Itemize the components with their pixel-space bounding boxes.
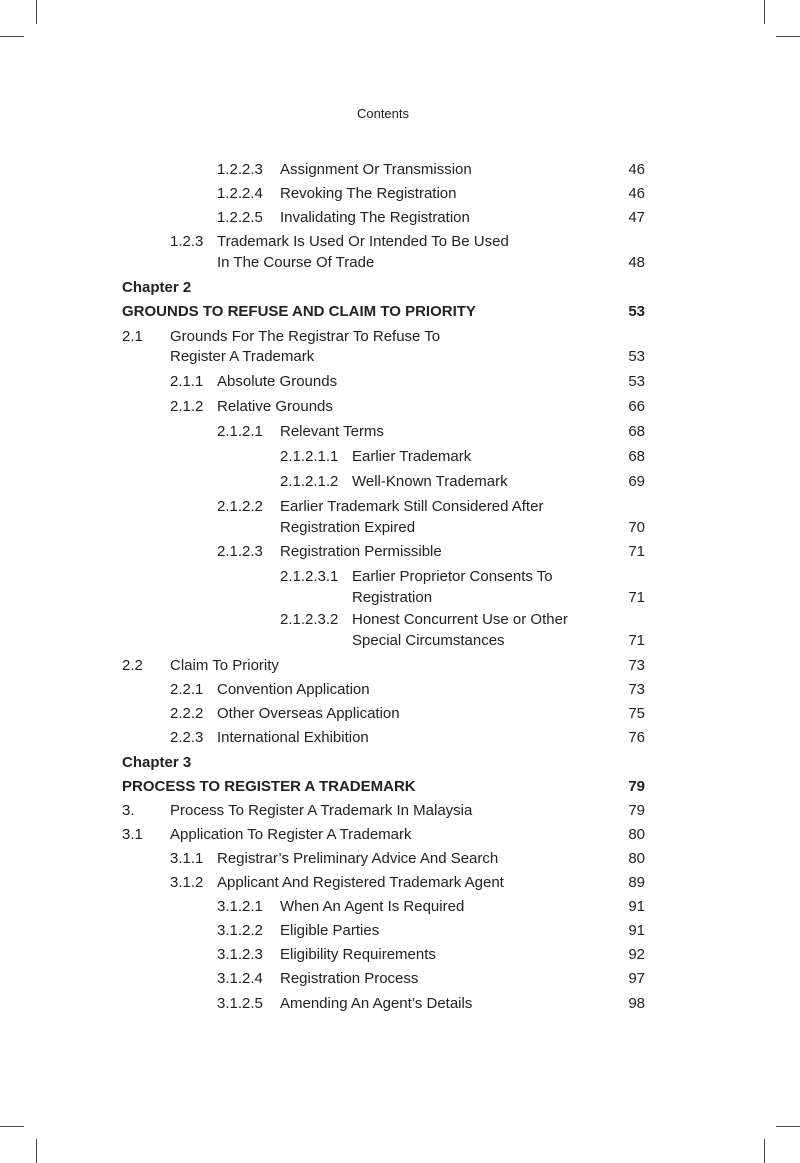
toc-entry-title-continued: Registration [352, 589, 433, 606]
toc-entry-title: Earlier Trademark Still Considered After [280, 498, 544, 515]
chapter-label [0, 277, 800, 299]
toc-entry-continuation [0, 346, 800, 368]
chapter-page: 79 [628, 778, 645, 795]
toc-entry-title: Registrar’s Preliminary Advice And Search [217, 850, 499, 867]
toc-entry-number: 1.2.3 [170, 233, 204, 250]
toc-entry [0, 421, 800, 443]
toc-entry-title: Applicant And Registered Trademark Agent [217, 874, 504, 891]
toc-entry [0, 920, 800, 942]
toc-entry-page: 91 [628, 922, 645, 939]
chapter-label [0, 752, 800, 774]
toc-entry [0, 968, 800, 990]
toc-entry-number: 2.2.2 [170, 705, 204, 722]
chapter-number: Chapter 2 [122, 279, 192, 296]
toc-entry-title: Relevant Terms [280, 423, 384, 440]
toc-entry-number: 3. [122, 802, 135, 819]
toc-entry-page: 97 [628, 970, 645, 987]
toc-entry [0, 496, 800, 518]
toc-entry-number: 3.1.2.3 [217, 946, 263, 963]
toc-entry-title: International Exhibition [217, 729, 369, 746]
toc-entry-number: 2.1.2.1.1 [280, 448, 339, 465]
toc-entry-page: 70 [628, 519, 645, 536]
toc-entry [0, 541, 800, 563]
toc-entry [0, 703, 800, 725]
toc-entry-number: 3.1.1 [170, 850, 204, 867]
toc-entry-title: Eligible Parties [280, 922, 380, 939]
toc-entry-title-continued: Special Circumstances [352, 632, 505, 649]
toc-entry-number: 2.2.3 [170, 729, 204, 746]
toc-entry-title-continued: Registration Expired [280, 519, 416, 536]
toc-entry-title: Honest Concurrent Use or Other [352, 611, 568, 628]
toc-entry-number: 1.2.2.4 [217, 185, 263, 202]
toc-entry [0, 446, 800, 468]
toc-entry-page: 76 [628, 729, 645, 746]
toc-entry-page: 46 [628, 185, 645, 202]
toc-entry-title: Well-Known Trademark [352, 473, 508, 490]
toc-entry-title: Eligibility Requirements [280, 946, 436, 963]
toc-entry-number: 2.1 [122, 328, 143, 345]
toc-entry-page: 46 [628, 161, 645, 178]
toc-entry-title: Process To Register A Trademark In Malaysia [170, 802, 473, 819]
toc-entry-page: 92 [628, 946, 645, 963]
chapter-title: GROUNDS TO REFUSE AND CLAIM TO PRIORITY [122, 303, 476, 320]
toc-entry [0, 944, 800, 966]
toc-entry-number: 2.1.2.1.2 [280, 473, 339, 490]
toc-entry-title-continued: In The Course Of Trade [217, 254, 375, 271]
toc-entry [0, 159, 800, 181]
toc-entry-title: Convention Application [217, 681, 370, 698]
running-head: Contents [356, 106, 410, 121]
toc-entry-title: Claim To Priority [170, 657, 279, 674]
toc-entry-page: 47 [628, 209, 645, 226]
toc-entry-number: 2.1.2.3.1 [280, 568, 339, 585]
toc-entry-title: Other Overseas Application [217, 705, 400, 722]
toc-entry-page: 80 [628, 850, 645, 867]
toc-entry-page: 68 [628, 423, 645, 440]
toc-entry-continuation [0, 252, 800, 274]
toc-entry [0, 679, 800, 701]
toc-entry-title: Assignment Or Transmission [280, 161, 472, 178]
toc-entry-title: Trademark Is Used Or Intended To Be Used [217, 233, 509, 250]
toc-entry-page: 71 [628, 589, 645, 606]
toc-entry-number: 2.1.2.1 [217, 423, 263, 440]
toc-entry-number: 2.1.2.3.2 [280, 611, 339, 628]
toc-entry-number: 3.1.2.4 [217, 970, 263, 987]
chapter-title: PROCESS TO REGISTER A TRADEMARK [122, 778, 416, 795]
toc-entry-title: Amending An Agent’s Details [280, 995, 473, 1012]
toc-entry-title: Relative Grounds [217, 398, 333, 415]
toc-entry-number: 2.2.1 [170, 681, 204, 698]
toc-entry-page: 79 [628, 802, 645, 819]
toc-entry-page: 73 [628, 657, 645, 674]
toc-entry-continuation [0, 517, 800, 539]
toc-entry-page: 68 [628, 448, 645, 465]
toc-entry [0, 471, 800, 493]
toc-entry [0, 326, 800, 348]
toc-entry [0, 396, 800, 418]
toc-entry-page: 71 [628, 632, 645, 649]
toc-entry-title: Application To Register A Trademark [170, 826, 412, 843]
toc-entry [0, 371, 800, 393]
toc-entry-page: 66 [628, 398, 645, 415]
toc-entry-title: Absolute Grounds [217, 373, 338, 390]
toc-entry-number: 3.1 [122, 826, 143, 843]
toc-entry-title: When An Agent Is Required [280, 898, 465, 915]
toc-entry-number: 2.1.1 [170, 373, 204, 390]
toc-entry [0, 183, 800, 205]
toc-entry-page: 89 [628, 874, 645, 891]
toc-entry-title: Revoking The Registration [280, 185, 457, 202]
toc-entry-title: Registration Permissible [280, 543, 442, 560]
toc-entry [0, 231, 800, 253]
toc-entry [0, 727, 800, 749]
toc-entry-continuation [0, 587, 800, 609]
toc-entry-page: 91 [628, 898, 645, 915]
toc-entry-number: 1.2.2.5 [217, 209, 263, 226]
toc-entry-number: 3.1.2.2 [217, 922, 263, 939]
toc-entry-number: 3.1.2 [170, 874, 204, 891]
toc-entry-page: 71 [628, 543, 645, 560]
toc-entry-title: Grounds For The Registrar To Refuse To [170, 328, 441, 345]
toc-entry-page: 53 [628, 348, 645, 365]
toc-entry-title: Invalidating The Registration [280, 209, 470, 226]
toc-entry-number: 3.1.2.5 [217, 995, 263, 1012]
toc-entry-page: 69 [628, 473, 645, 490]
toc-entry [0, 896, 800, 918]
toc-entry-page: 98 [628, 995, 645, 1012]
chapter-heading [0, 301, 800, 323]
toc-entry [0, 655, 800, 677]
chapter-heading [0, 776, 800, 798]
toc-entry-title: Earlier Trademark [352, 448, 472, 465]
toc-entry-page: 53 [628, 373, 645, 390]
toc-entry [0, 207, 800, 229]
toc-entry [0, 993, 800, 1015]
chapter-number: Chapter 3 [122, 754, 192, 771]
toc-entry-number: 2.2 [122, 657, 143, 674]
toc-entry-title-continued: Register A Trademark [170, 348, 315, 365]
toc-entry [0, 800, 800, 822]
toc-entry [0, 872, 800, 894]
chapter-page: 53 [628, 303, 645, 320]
toc-entry-page: 48 [628, 254, 645, 271]
toc-entry [0, 824, 800, 846]
toc-entry-title: Earlier Proprietor Consents To [352, 568, 553, 585]
toc-entry-continuation [0, 630, 800, 652]
toc-entry-number: 3.1.2.1 [217, 898, 263, 915]
toc-entry [0, 609, 800, 631]
toc-entry [0, 848, 800, 870]
toc-entry-number: 2.1.2.2 [217, 498, 263, 515]
toc-entry-number: 1.2.2.3 [217, 161, 263, 178]
toc-entry [0, 566, 800, 588]
toc-entry-page: 75 [628, 705, 645, 722]
toc-entry-title: Registration Process [280, 970, 419, 987]
toc-entry-number: 2.1.2 [170, 398, 204, 415]
toc-entry-page: 80 [628, 826, 645, 843]
toc-entry-number: 2.1.2.3 [217, 543, 263, 560]
toc-entry-page: 73 [628, 681, 645, 698]
